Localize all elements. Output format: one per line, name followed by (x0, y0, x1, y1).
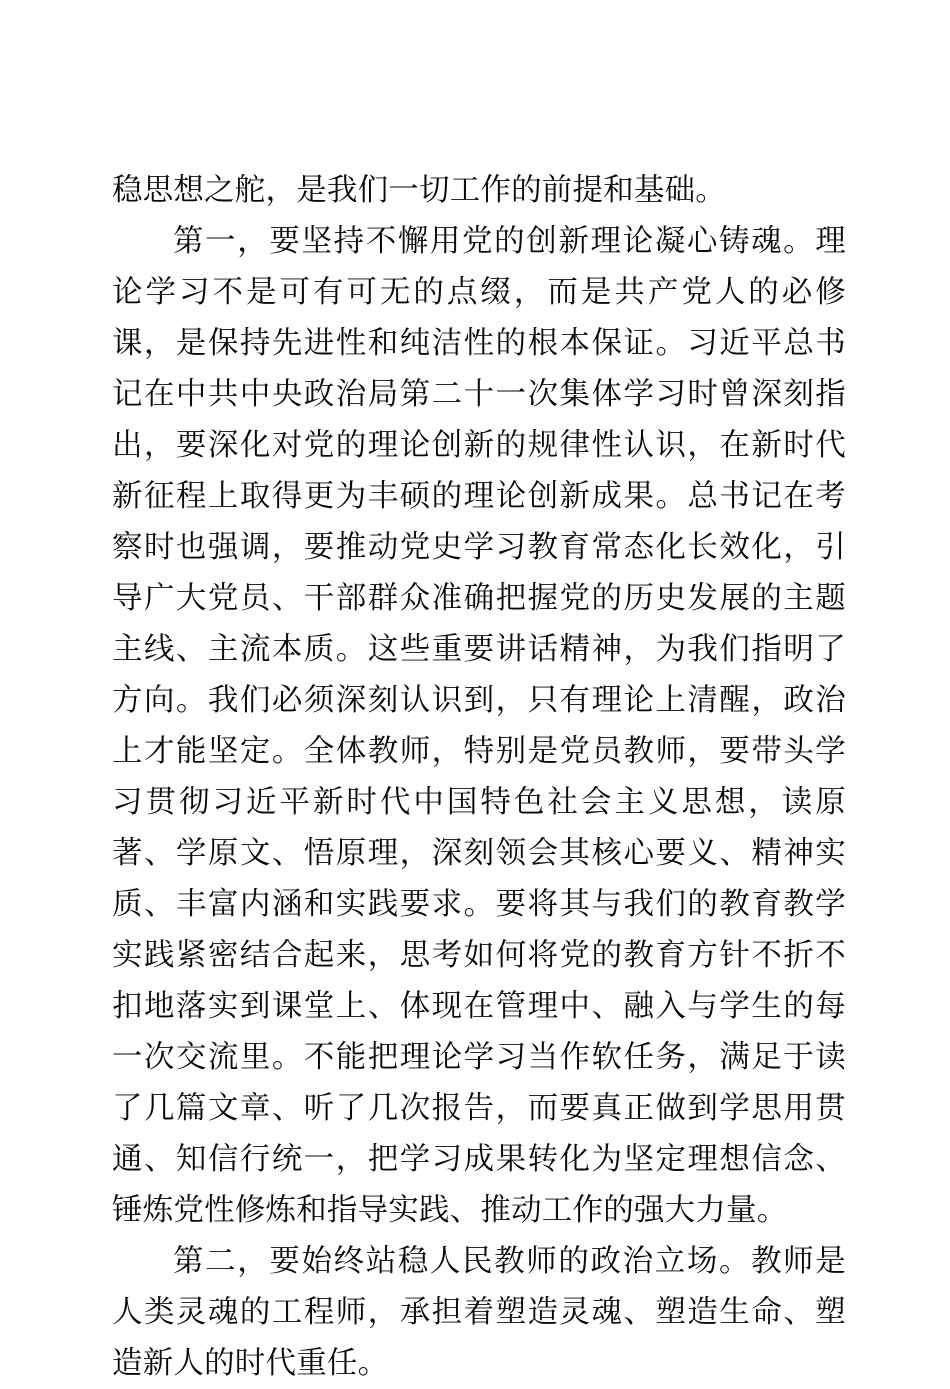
paragraph-point-one: 第一，要坚持不懈用党的创新理论凝心铸魂。理论学习不是可有可无的点缀，而是共产党人的必修课，是保持先进性和纯洁性的根本保证。习近平总书记在中共中央政治局第二十一次集体学习时曾深刻指出，要深化对党的理论创新的规律性认识，在新时代新征程上取得更为丰硕的理论创新成果。总书记在考察时也强调，要推动党史学习教育常态化长效化，引导广大党员、干部群众准确把握党的历史发展的主题主线、主流本质。这些重要讲话精神，为我们指明了方向。我们必须深刻认识到，只有理论上清醒，政治上才能坚定。全体教师，特别是党员教师，要带头学习贯彻习近平新时代中国特色社会主义思想，读原著、学原文、悟原理，深刻领会其核心要义、精神实质、丰富内涵和实践要求。要将其与我们的教育教学实践紧密结合起来，思考如何将党的教育方针不折不扣地落实到课堂上、体现在管理中、融入与学生的每一次交流里。不能把理论学习当作软任务，满足于读了几篇文章、听了几次报告，而要真正做到学思用贯通、知信行统一，把学习成果转化为坚定理想信念、锤炼党性修炼和指导实践、推动工作的强大力量。 (112, 224, 846, 1228)
paragraph-opening: 稳思想之舵，是我们一切工作的前提和基础。 (112, 173, 726, 208)
paragraph-point-two: 第二，要始终站稳人民教师的政治立场。教师是人类灵魂的工程师，承担着塑造灵魂、塑造生命、塑造新人的时代重任。 (112, 1244, 846, 1381)
document-body (112, 165, 846, 1389)
